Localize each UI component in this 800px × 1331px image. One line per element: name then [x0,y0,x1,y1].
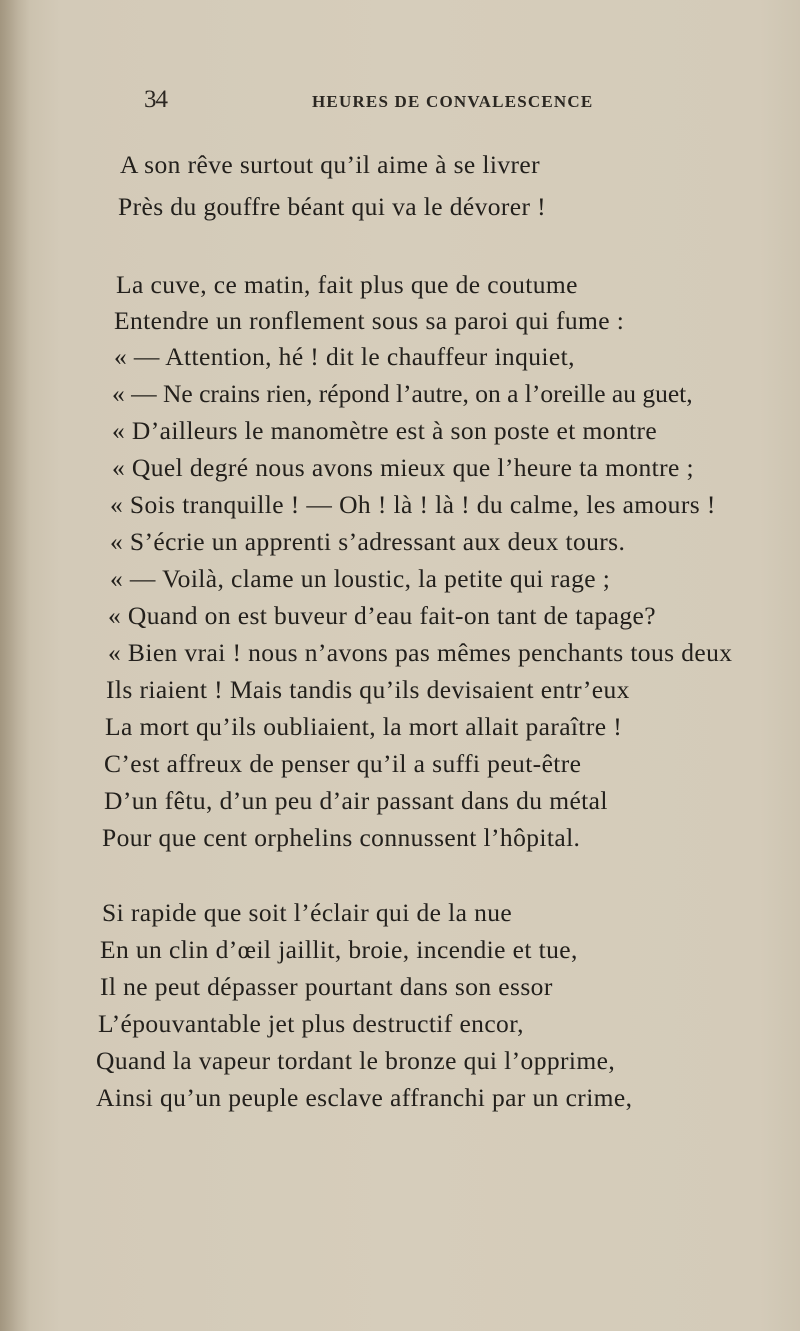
verse-line: Si rapide que soit l’éclair qui de la nue [102,898,513,927]
verse-line: « Quel degré nous avons mieux que l’heure ta montre ; [112,453,695,482]
verse-line: Ils riaient ! Mais tandis qu’ils devisaient entr’eux [106,675,630,704]
verse-line: Il ne peut dépasser pourtant dans son essor [100,972,553,1001]
verse-line: Pour que cent orphelins connussent l’hôpital. [102,823,581,852]
verse-line: A son rêve surtout qu’il aime à se livrer [120,150,541,179]
verse-line: « D’ailleurs le manomètre est à son poste et montre [112,416,658,445]
verse-line: La cuve, ce matin, fait plus que de coutume [116,270,578,299]
verse-line: « — Attention, hé ! dit le chauffeur inquiet, [114,342,575,371]
verse-line: « Bien vrai ! nous n’avons pas mêmes penchants tous deux [108,638,733,667]
verse-line: « — Voilà, clame un loustic, la petite qui rage ; [110,564,611,593]
verse-line: « Quand on est buveur d’eau fait-on tant de tapage? [108,601,656,630]
verse-line: Près du gouffre béant qui va le dévorer ! [118,192,547,221]
verse-line: Entendre un ronflement sous sa paroi qui fume : [114,306,625,335]
verse-line: Ainsi qu’un peuple esclave affranchi par un crime, [96,1083,633,1112]
running-head: HEURES DE CONVALESCENCE [312,92,594,111]
page-number: 34 [144,86,167,113]
verse-line: Quand la vapeur tordant le bronze qui l’opprime, [96,1046,616,1075]
verse-line: La mort qu’ils oubliaient, la mort allait paraître ! [105,712,623,741]
verse-line: « S’écrie un apprenti s’adressant aux deux tours. [110,527,626,556]
verse-line: En un clin d’œil jaillit, broie, incendie et tue, [100,935,578,964]
verse-line: C’est affreux de penser qu’il a suffi peut-être [104,749,582,778]
page-header [0,82,800,122]
verse-line: D’un fêtu, d’un peu d’air passant dans du métal [104,786,608,815]
verse-line: L’épouvantable jet plus destructif encor, [98,1009,524,1038]
verse-line: « Sois tranquille ! — Oh ! là ! là ! du calme, les amours ! [110,490,716,519]
verse-line: « — Ne crains rien, répond l’autre, on a l’oreille au guet, [112,379,693,408]
